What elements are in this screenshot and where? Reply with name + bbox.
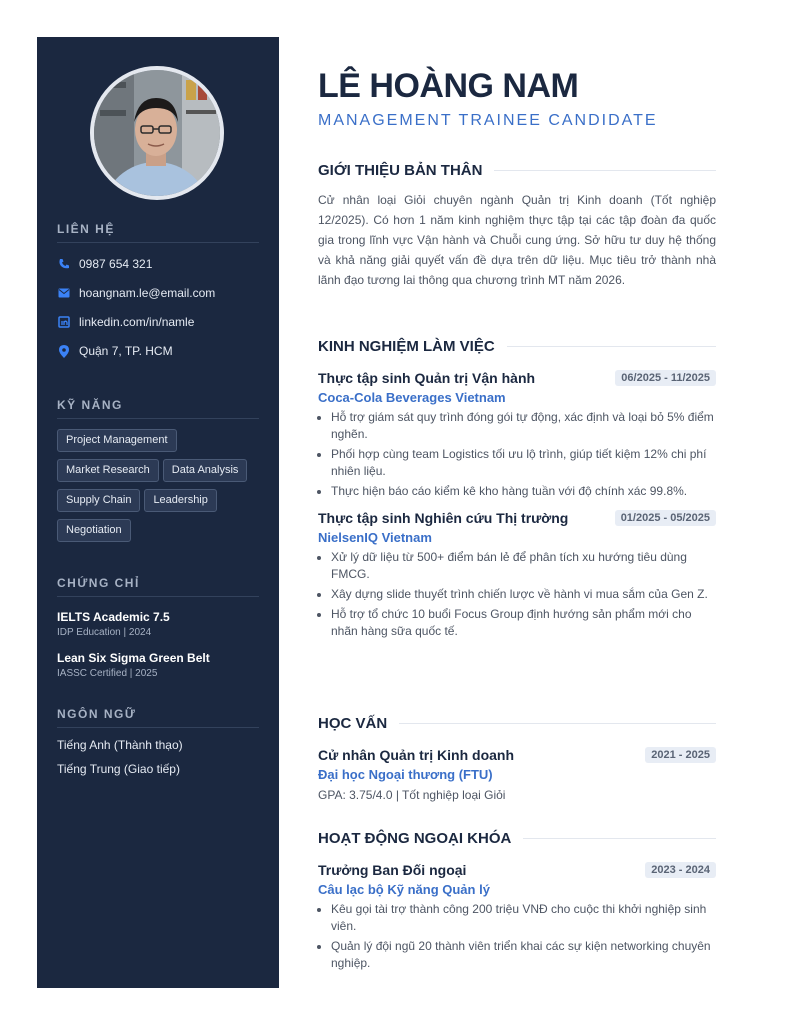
list-item: • Hỗ trợ giám sát quy trình đóng gói tự động, xác định và loại bỏ 5% điểm nghẽn. [331,409,716,443]
degree-title: Cử nhân Quản trị Kinh doanh [318,747,515,763]
school-name: Đại học Ngoại thương (FTU) [318,767,493,782]
education-date: 2021 - 2025 [645,747,716,763]
cert-issuer: IASSC Certified | 2025 [57,668,158,679]
languages-title: NGÔN NGỮ [57,707,259,728]
skill-tag: Supply Chain [57,489,140,512]
skill-tags [57,429,259,542]
activities-title: HOẠT ĐỘNG NGOẠI KHÓA [318,830,512,847]
cert-name: Lean Six Sigma Green Belt [57,651,210,665]
avatar [90,66,224,200]
summary-title: GIỚI THIỆU BẢN THÂN [318,162,483,179]
list-item: • Xử lý dữ liệu từ 500+ điểm bán lẻ để phân tích xu hướng tiêu dùng FMCG. [331,549,716,583]
cert-name: IELTS Academic 7.5 [57,610,170,624]
location-pin-icon [57,345,70,358]
skill-tag: Data Analysis [163,459,248,482]
certs-title: CHỨNG CHỈ [57,576,259,597]
job-bullets [318,549,716,640]
gpa-note: GPA: 3.75/4.0 | Tốt nghiệp loại Giỏi [318,788,506,802]
job-date: 01/2025 - 05/2025 [615,510,716,526]
candidate-name: LÊ HOÀNG NAM [318,67,579,105]
cert-issuer: IDP Education | 2024 [57,627,152,638]
language-item: Tiếng Anh (Thành thạo) [57,738,183,752]
activity-bullets [318,901,716,972]
contact-email[interactable] [57,285,259,301]
skills-title: KỸ NĂNG [57,398,259,419]
contact-location [57,343,259,359]
activities-heading [318,830,716,847]
skills-section [57,398,259,542]
main-content [318,66,716,970]
job-entry [318,510,716,640]
activity-role: Trưởng Ban Đối ngoại [318,862,467,878]
job-bullets [318,409,716,500]
job-date: 06/2025 - 11/2025 [615,370,716,386]
sidebar [37,37,279,988]
contact-linkedin-text: linkedin.com/in/namle [79,315,195,329]
contact-phone-text: 0987 654 321 [79,257,153,271]
job-company: Coca-Cola Beverages Vietnam [318,390,506,405]
experience-title: KINH NGHIỆM LÀM VIỆC [318,338,495,355]
languages-section [57,707,259,776]
skill-tag: Project Management [57,429,177,452]
candidate-role: MANAGEMENT TRAINEE CANDIDATE [318,112,658,129]
job-company: NielsenIQ Vietnam [318,530,432,545]
contact-email-text: hoangnam.le@email.com [79,286,216,300]
summary-heading [318,162,716,179]
skill-tag: Negotiation [57,519,131,542]
mail-icon [57,287,70,300]
skill-tag: Market Research [57,459,159,482]
skill-tag: Leadership [144,489,216,512]
job-title: Thực tập sinh Nghiên cứu Thị trường [318,510,569,526]
contact-section [57,222,259,359]
list-item: • Quản lý đội ngũ 20 thành viên triển khai các sự kiện networking chuyên nghiệp. [331,938,716,972]
contact-title: LIÊN HỆ [57,222,259,243]
activity-org: Câu lạc bộ Kỹ năng Quản lý [318,882,490,897]
contact-linkedin[interactable] [57,314,259,330]
linkedin-icon [57,316,70,329]
job-title: Thực tập sinh Quản trị Vận hành [318,370,536,386]
activity-date: 2023 - 2024 [645,862,716,878]
language-item: Tiếng Trung (Giao tiếp) [57,762,180,776]
phone-icon [57,258,70,271]
list-item: • Xây dựng slide thuyết trình chiến lược về hành vi mua sắm của Gen Z. [331,586,716,603]
education-section [318,715,716,802]
summary-section [318,162,716,290]
education-heading [318,715,716,732]
list-item: • Phối hợp cùng team Logistics tối ưu lộ trình, giúp tiết kiệm 12% chi phí nhiên liệu. [331,446,716,480]
experience-heading [318,338,716,355]
list-item: • Thực hiện báo cáo kiểm kê kho hàng tuần với độ chính xác 99.8%. [331,483,716,500]
certs-section [57,576,259,679]
experience-section [318,338,716,643]
list-item: • Hỗ trợ tổ chức 10 buổi Focus Group định hướng sản phẩm mới cho nhãn hàng sữa quốc tế. [331,606,716,640]
contact-location-text: Quận 7, TP. HCM [79,344,173,358]
job-entry [318,370,716,500]
list-item: • Kêu gọi tài trợ thành công 200 triệu VNĐ cho cuộc thi khởi nghiệp sinh viên. [331,901,716,935]
education-title: HỌC VẤN [318,715,388,732]
contact-phone[interactable] [57,256,259,272]
activities-section [318,830,716,975]
summary-text: Cử nhân loại Giỏi chuyên ngành Quản trị Kinh doanh (Tốt nghiệp 12/2025). Có hơn 1 năm kinh nghiệm thực tập tại các tập đoàn đa quốc gia trong lĩnh vực Vận hành và Chuỗi cung ứng. Sở hữu tư duy hệ thống và khả năng giải quyết vấn đề dựa trên dữ liệu. Mục tiêu trở thành nhà lãnh đạo tương lai thông qua chương trình MT năm 2026. [318,193,716,287]
